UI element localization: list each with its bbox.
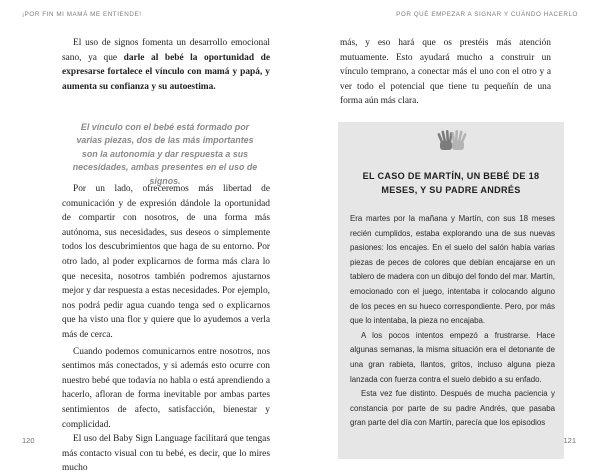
paragraph-connection: Cuando podemos comunicarnos entre nosotros, nos sentimos más conectados, y si además esto ocurre con nuestro bebé que todavía no habla o está aprendiendo a hacerlo, afloran de forma inevitable por ambas partes sentimientos de afecto, satisfacción, bienestar y complicidad. bbox=[62, 346, 270, 430]
case-study-title: EL CASO DE MARTÍN, UN BEBÉ DE 18 MESES, Y SU PADRE ANDRÉS bbox=[362, 171, 540, 195]
paragraph-visual-contact: El uso del Baby Sign Language facilitará que tengas más contacto visual con tu bebé, es decir, que lo mires mucho bbox=[62, 434, 270, 474]
left-page bbox=[0, 0, 300, 474]
left-body-text bbox=[62, 182, 270, 476]
paragraph-bold-text: darle al bebé la oportunidad de expresarse fortalece el vínculo con mamá y papá, y aumenta su confianza y su autoestima. bbox=[62, 52, 270, 92]
right-page bbox=[300, 0, 600, 459]
case-paragraph-2: A los pocos intentos empezó a frustrarse. Hace algunas semanas, la misma situación era el detonante de una gran rabieta, llantos, gritos, incluso alguna pieza lanzada con fuerza contra el suelo debido a su enfado. bbox=[350, 330, 555, 384]
paragraph-intro-text: El uso de signos fomenta un desarrollo emocional sano, ya que bbox=[62, 38, 270, 63]
paragraph-continuation: más, y eso hará que os prestéis más atención mutuamente. Esto ayudará mucho a construir un vínculo temprano, a conectar más el uno con el otro y a ver todo el potencial que tiene tu pequeñín de una forma aún más clara. bbox=[340, 38, 551, 107]
case-paragraph-3: Esta vez fue distinto. Después de mucha paciencia y constancia por parte de su padre Andrés, que pasaba gran parte del día con Martín, parecía que los episodios bbox=[350, 389, 555, 428]
running-head-right: POR QUÉ EMPEZAR A SIGNAR Y CUÁNDO HACERLO bbox=[396, 11, 578, 18]
right-body-text bbox=[340, 36, 551, 109]
pull-quote: El vínculo con el bebé está formado por varias piezas, dos de las más importantes son la autonomía y dar respuesta a sus necesidades, ambas presentes en el uso de signos. bbox=[72, 122, 258, 186]
page-number-left: 120 bbox=[22, 436, 35, 445]
case-study-box bbox=[338, 122, 564, 459]
running-head-left: ¡POR FIN MI MAMÁ ME ENTIENDE! bbox=[22, 11, 142, 18]
page-number-right: 121 bbox=[563, 436, 576, 445]
paragraph-communication-freedom: Por un lado, ofreceremos más libertad de comunicación y de expresión dándole la oportunidad de compartir con nosotros, de una forma más autónoma, sus necesidades, sus deseos o simplemente todos los descubrimientos que haga de su entorno. Por otro lado, al poder explicarnos de forma más clara lo que necesita, nosotros también podremos ajustarnos mejor y dar respuesta a estas necesidades. Por ejemplo, nos podrá pedir agua cuando tenga sed o explicarnos que ha visto una flor y quiere que lo ayudemos a verla más de cerca. bbox=[62, 184, 270, 340]
case-paragraph-1: Era martes por la mañana y Martín, con sus 18 meses recién cumplidos, estaba explorando una de sus nuevas pasiones: los encajes. En el suelo del salón había varias piezas de peces de colores que debían encajarse en un tablero de madera con un dibujo del fondo del mar. Martín, emocionado con el juego, intentaba ir colocando alguno de los peces en su hueco correspondiente. Pero, por más que lo intentaba, la pieza no encajaba. bbox=[350, 214, 555, 326]
hands-icon bbox=[434, 128, 470, 152]
paragraph-emotional-development bbox=[62, 36, 270, 94]
case-study-body bbox=[350, 212, 555, 431]
